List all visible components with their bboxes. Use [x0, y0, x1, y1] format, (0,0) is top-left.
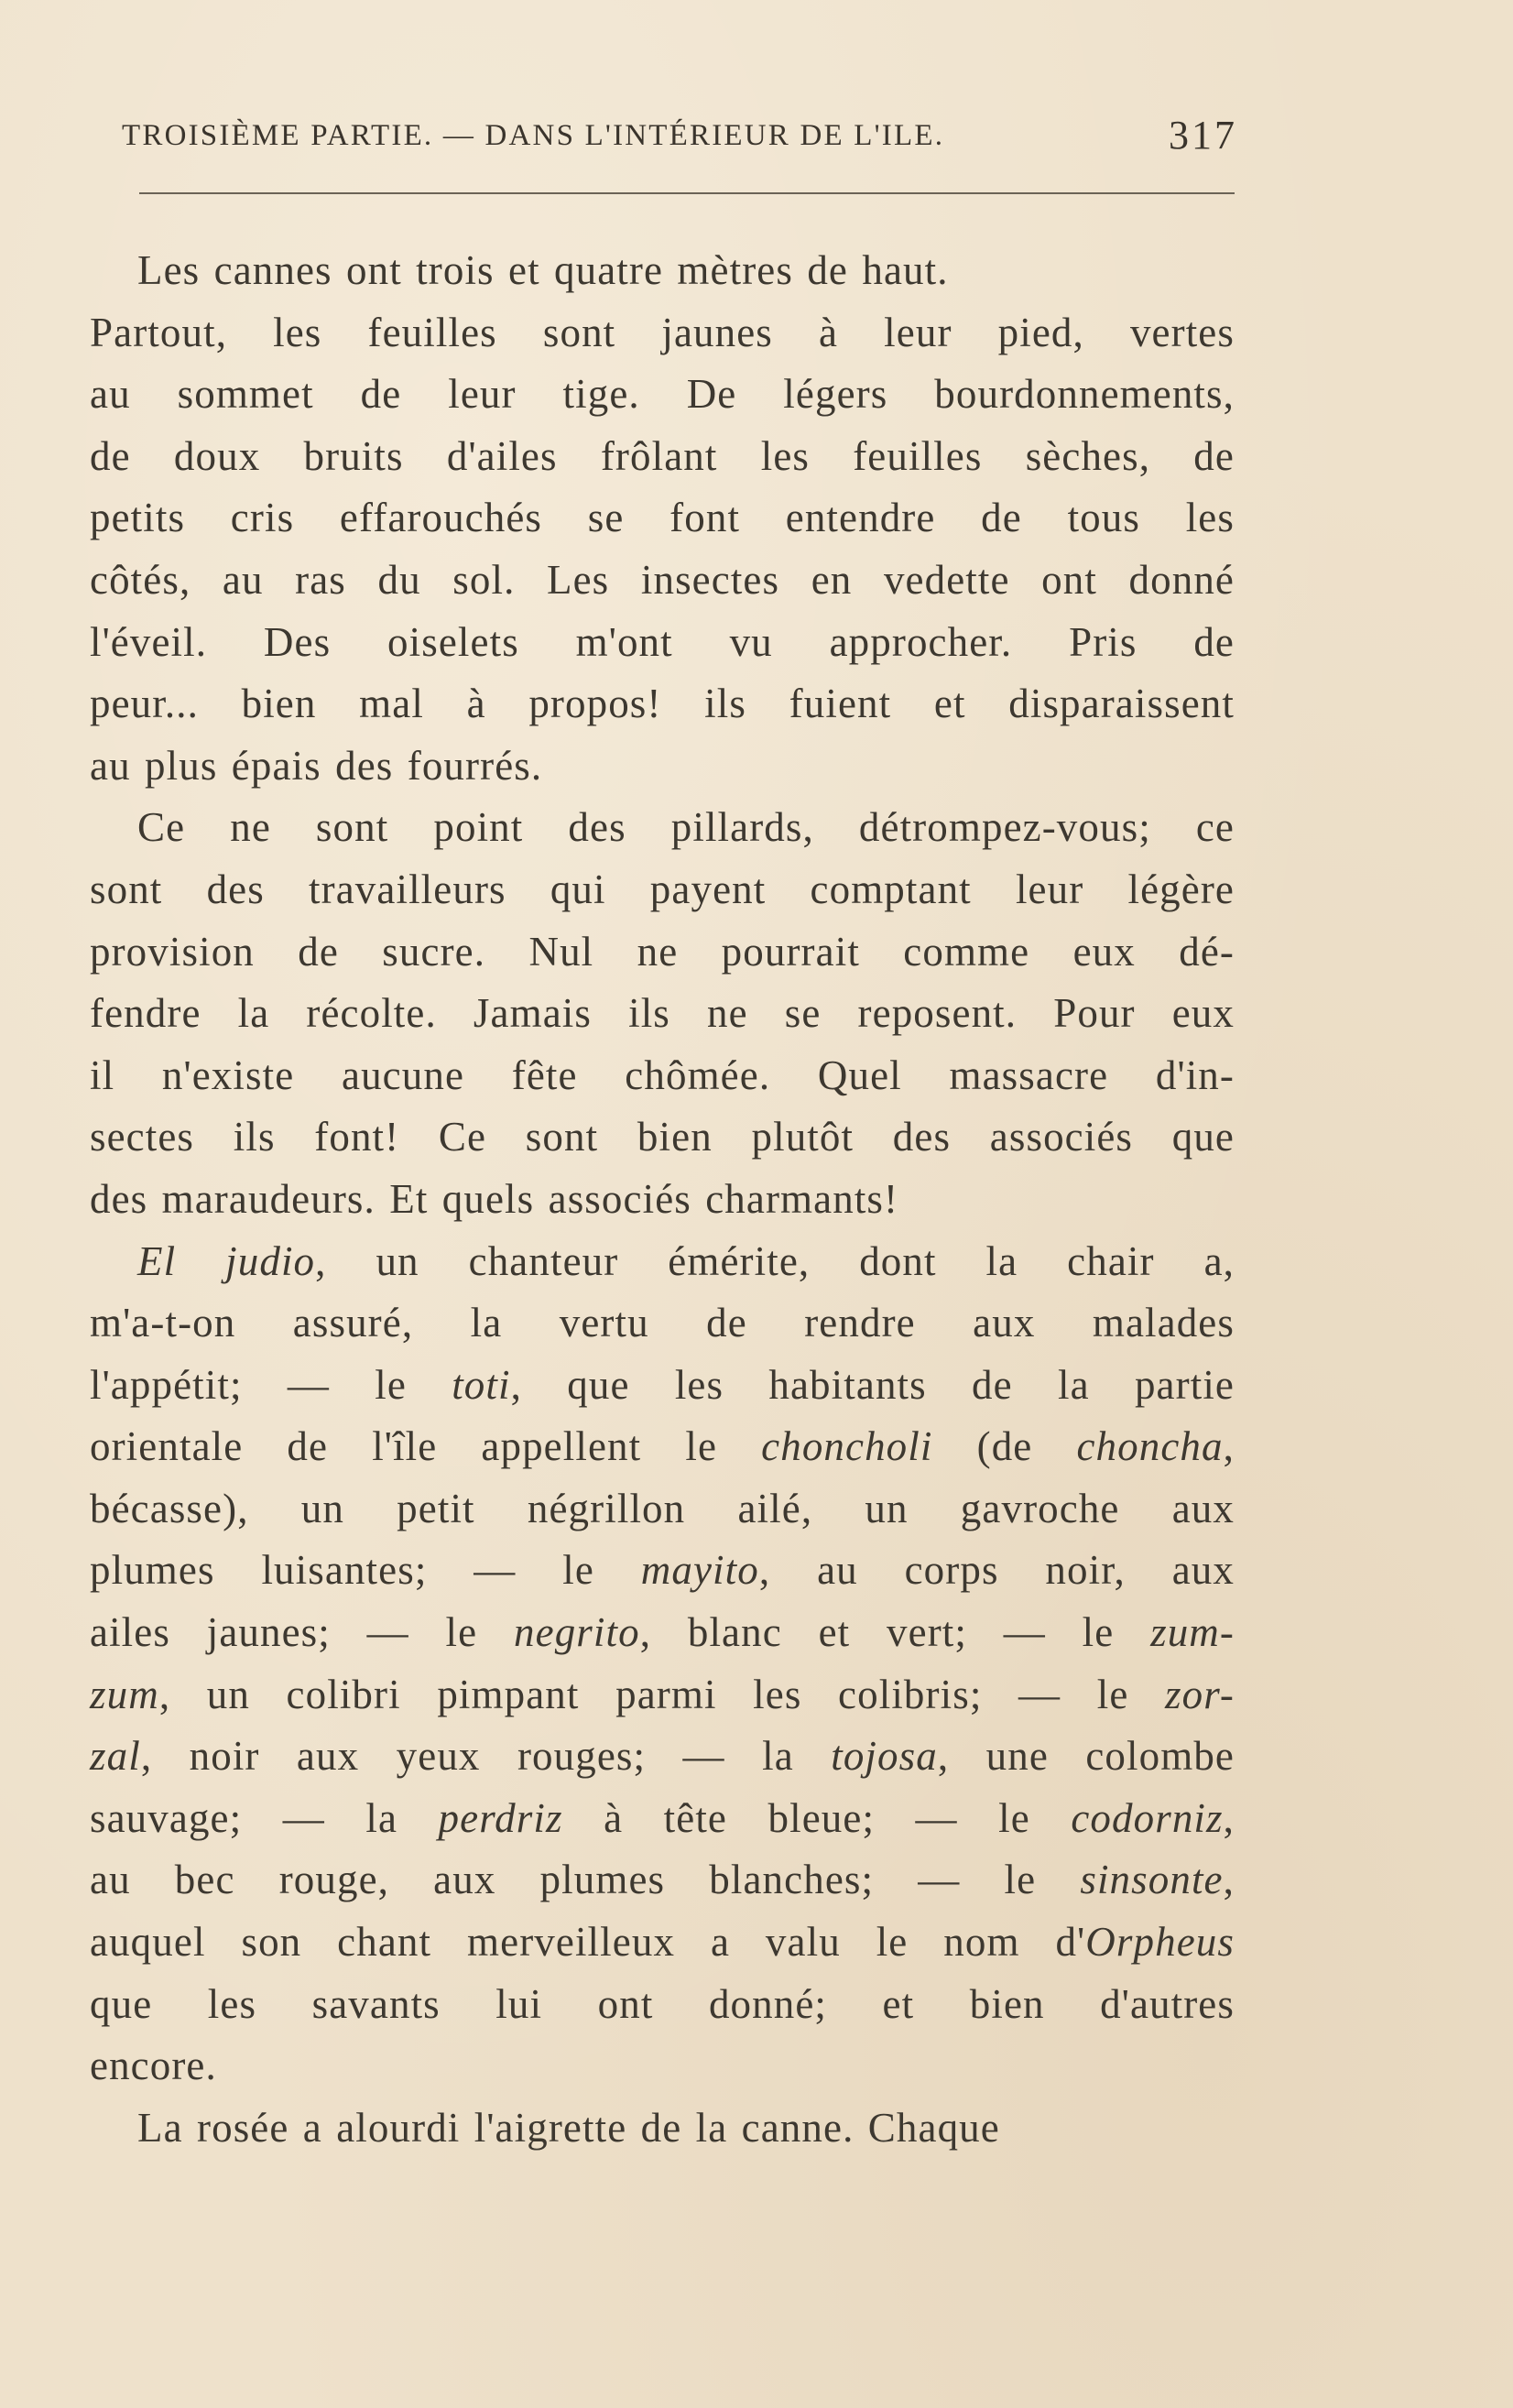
text-run: La rosée a alourdi l'aigrette de la canne. Chaque: [137, 2104, 1000, 2151]
text-line: [90, 859, 1235, 921]
running-title: TROISIÈME PARTIE. — DANS L'INTÉRIEUR DE L'ILE.: [122, 119, 945, 152]
text-line: [90, 1355, 1235, 1417]
text-run: , blanc et vert; — le: [639, 1609, 1151, 1656]
text-line: [90, 612, 1235, 674]
italic-term: zum: [90, 1671, 159, 1717]
text-run: l'éveil. Des oiselets m'ont vu approcher. Pris de: [90, 618, 1235, 665]
italic-term: tojosa: [831, 1733, 938, 1780]
text-run: côtés, au ras du sol. Les insectes en vedette ont donné: [90, 556, 1235, 603]
text-line: [90, 1726, 1235, 1788]
text-run: Partout, les feuilles sont jaunes à leur pied, vertes: [90, 309, 1235, 355]
text-run: , que les habitants de la partie: [510, 1361, 1235, 1408]
text-line: [90, 1106, 1235, 1169]
header-rule: [139, 192, 1235, 194]
italic-term: toti: [452, 1361, 511, 1408]
text-line: [90, 1416, 1235, 1478]
text-run: , au corps noir, aux: [758, 1547, 1235, 1594]
text-run: ,: [1223, 1794, 1235, 1841]
text-run: l'appétit; — le: [90, 1361, 452, 1408]
text-line: [90, 487, 1235, 550]
text-run: sauvage; — la: [90, 1794, 439, 1841]
text-run: plumes luisantes; — le: [90, 1547, 641, 1594]
text-run: ,: [1223, 1423, 1235, 1470]
text-run: que les savants lui ont donné; et bien d'autres: [90, 1980, 1235, 2027]
italic-term: zum-: [1150, 1609, 1235, 1656]
italic-term: Orpheus: [1085, 1919, 1235, 1966]
italic-term: mayito: [640, 1547, 759, 1594]
text-line: [90, 1169, 1235, 1231]
text-run: peur... bien mal à propos! ils fuient et disparaissent: [90, 681, 1235, 727]
text-run: , un colibri pimpant parmi les colibris; — le: [158, 1671, 1165, 1717]
text-run: (de: [932, 1423, 1077, 1470]
page-number: 317: [1169, 113, 1237, 158]
text-run: des maraudeurs. Et quels associés charmants!: [90, 1175, 899, 1222]
text-run: m'a-t-on assuré, la vertu de rendre aux malades: [90, 1300, 1235, 1346]
text-line: [90, 1974, 1235, 2036]
text-line: [90, 673, 1235, 735]
text-line: [90, 921, 1235, 984]
text-run: provision de sucre. Nul ne pourrait comme eux dé-: [90, 928, 1235, 975]
text-run: orientale de l'île appellent le: [90, 1423, 762, 1470]
italic-term: zal: [90, 1733, 141, 1780]
text-line: [90, 1292, 1235, 1355]
text-run: auquel son chant merveilleux a valu le nom d': [90, 1919, 1086, 1966]
text-run: encore.: [90, 2043, 217, 2089]
text-run: sectes ils font! Ce sont bien plutôt des associés que: [90, 1114, 1235, 1160]
text-line: [90, 1664, 1235, 1727]
italic-term: zor-: [1164, 1671, 1235, 1717]
italic-term: El judio: [137, 1237, 316, 1284]
text-line: [90, 797, 1235, 859]
text-run: petits cris effarouchés se font entendre de tous les: [90, 495, 1235, 541]
text-line: [90, 240, 1235, 302]
text-run: Ce ne sont point des pillards, détrompez-vous; ce: [137, 804, 1235, 851]
text-run: ailes jaunes; — le: [90, 1609, 515, 1656]
text-line: [90, 364, 1235, 426]
text-run: au bec rouge, aux plumes blanches; — le: [90, 1857, 1081, 1903]
text-run: à tête bleue; — le: [562, 1794, 1072, 1841]
text-run: fendre la récolte. Jamais ils ne se reposent. Pour eux: [90, 990, 1235, 1037]
text-run: il n'existe aucune fête chômée. Quel massacre d'in-: [90, 1051, 1235, 1098]
text-line: [90, 426, 1235, 488]
text-run: de doux bruits d'ailes frôlant les feuilles sèches, de: [90, 432, 1235, 479]
text-line: [90, 2097, 1235, 2160]
text-line: [90, 550, 1235, 612]
text-line: [90, 1788, 1235, 1850]
italic-term: codorniz: [1071, 1794, 1224, 1841]
text-line: [90, 1540, 1235, 1602]
text-run: , un chanteur émérite, dont la chair a,: [315, 1237, 1235, 1284]
text-run: Les cannes ont trois et quatre mètres de haut.: [137, 247, 949, 293]
text-line: [90, 1478, 1235, 1541]
text-line: [90, 1045, 1235, 1107]
text-run: , noir aux yeux rouges; — la: [140, 1733, 832, 1780]
italic-term: choncholi: [761, 1423, 933, 1470]
text-line: [90, 1602, 1235, 1664]
text-line: [90, 1231, 1235, 1293]
text-run: au plus épais des fourrés.: [90, 742, 543, 789]
text-run: sont des travailleurs qui payent comptant leur légère: [90, 866, 1235, 912]
italic-term: perdriz: [438, 1794, 563, 1841]
italic-term: choncha: [1076, 1423, 1224, 1470]
text-run: ,: [1223, 1857, 1235, 1903]
body-text: [90, 240, 1235, 2159]
text-line: [90, 2035, 1235, 2097]
text-run: , une colombe: [937, 1733, 1235, 1780]
text-run: bécasse), un petit négrillon ailé, un gavroche aux: [90, 1485, 1235, 1531]
text-line: [90, 735, 1235, 798]
text-line: [90, 1912, 1235, 1974]
italic-term: sinsonte: [1080, 1857, 1224, 1903]
text-run: au sommet de leur tige. De légers bourdonnements,: [90, 371, 1235, 418]
running-head: [122, 112, 1237, 167]
text-line: [90, 983, 1235, 1045]
text-line: [90, 1849, 1235, 1912]
italic-term: negrito: [514, 1609, 640, 1656]
text-line: [90, 302, 1235, 365]
